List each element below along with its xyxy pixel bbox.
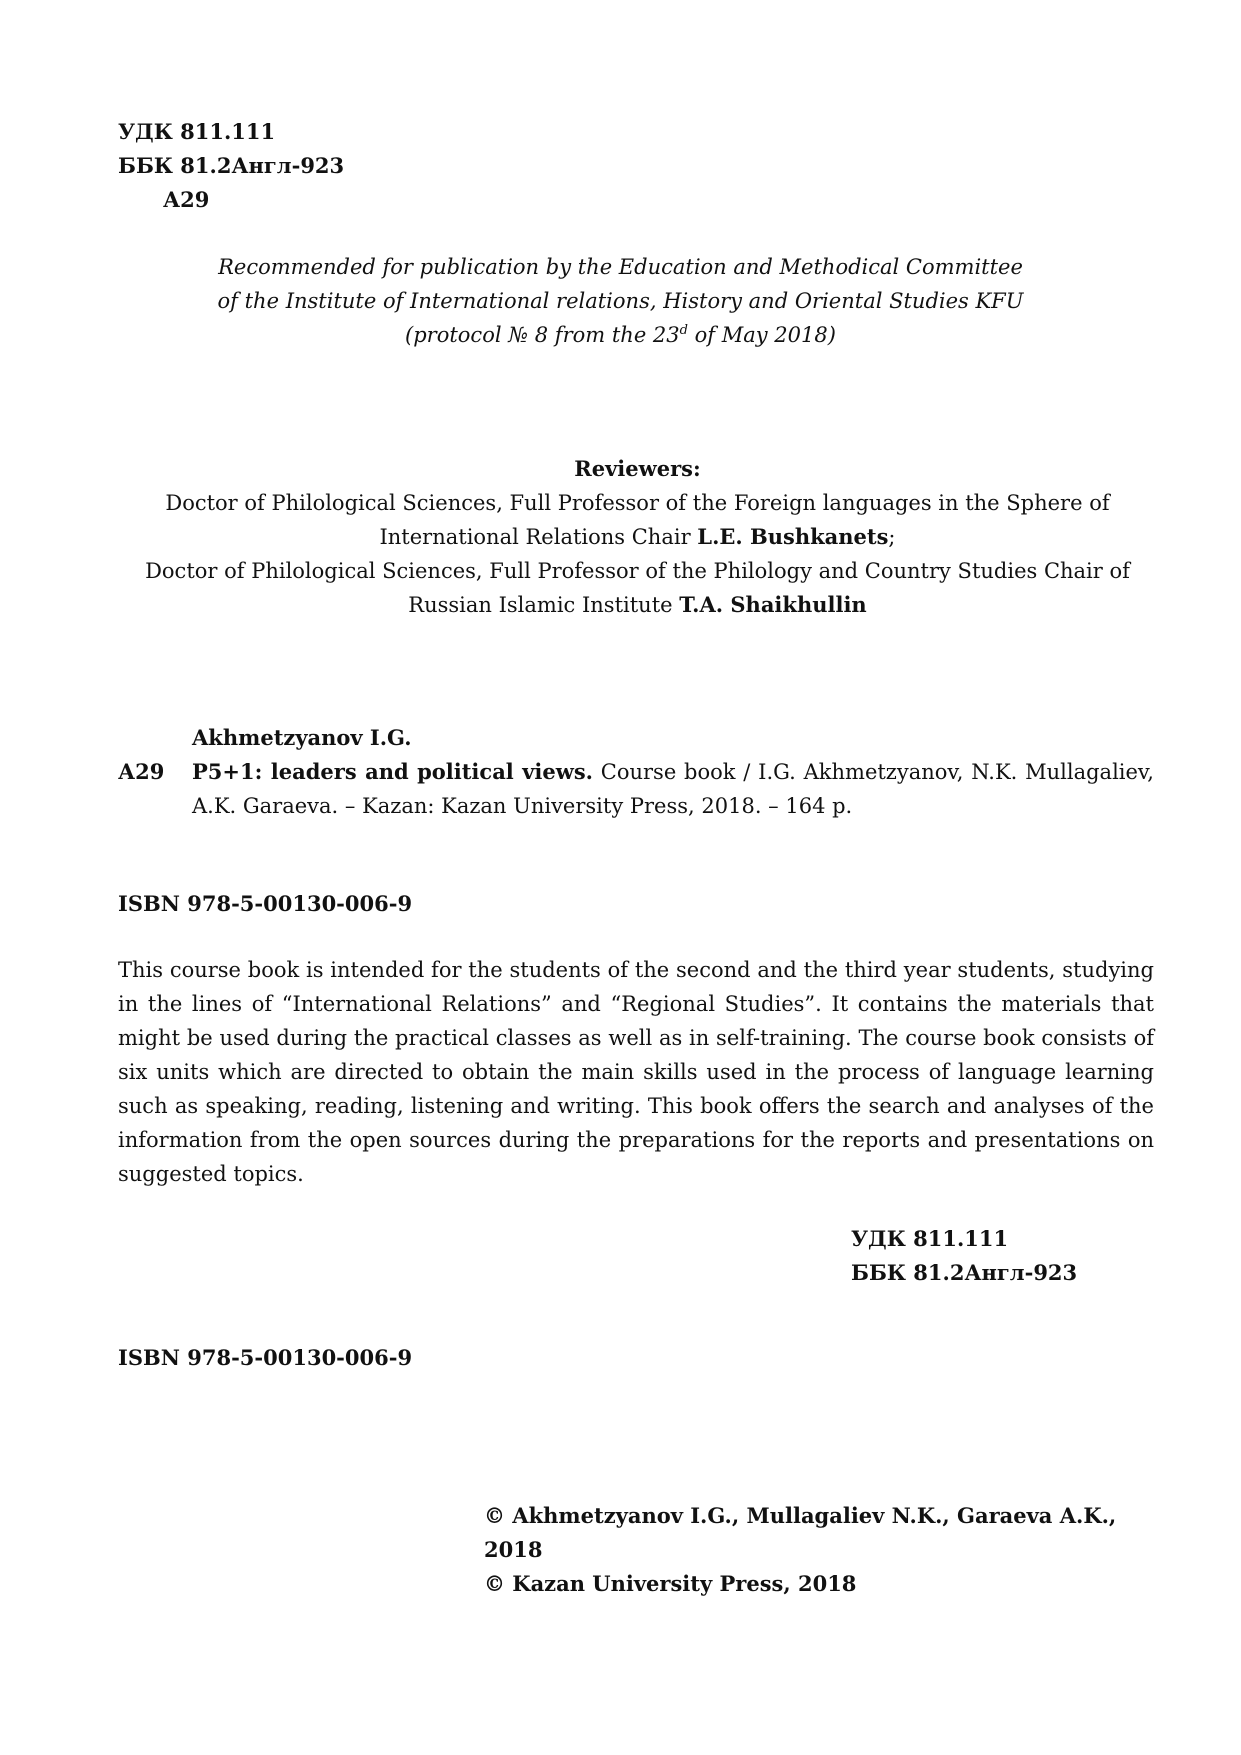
udk-code-bottom: УДК 811.111 [851,1226,1009,1251]
abstract-paragraph: This course book is intended for the students of the second and the third year students, studying in the lines of “International Relations” and “Regional Studies”. It contains the materials that might be used during the practical classes as well as in self-training. The course book consists of six units which are directed to obtain the main skills used in the process of language learning such as speaking, reading, listening and writing. This book offers the search and analyses of the information from the open sources during the preparations for the reports and presentations on suggested topics. [118,958,1154,1186]
recommendation-line-3 [120,318,1121,352]
bbk-code-bottom: ББК 81.2Англ-923 [851,1260,1078,1285]
copyright-block [484,1499,1164,1601]
author-mark: А29 [163,187,210,212]
recommendation-line-2: of the Institute of International relations, History and Oriental Studies KFU [217,289,1024,313]
reviewer-1-affiliation: International Relations Chair [379,525,698,549]
isbn-bottom: ISBN 978-5-00130-006-9 [118,1345,413,1370]
reviewer-1-line-1: Doctor of Philological Sciences, Full Professor of the Foreign languages in the Sphere of [165,491,1110,515]
reviewer-2-affiliation: Russian Islamic Institute [408,593,680,617]
udk-code: УДК 811.111 [118,119,276,144]
reviewer-1-name: L.E. Bushkanets [697,524,889,549]
protocol-date: of May 2018) [687,323,836,347]
reviewers-section [120,452,1155,622]
bibliographic-record [118,721,1154,823]
reviewers-heading: Reviewers: [574,456,701,481]
ordinal-suffix: d [679,323,688,338]
classification-codes-top [118,115,518,217]
publication-recommendation [120,250,1121,352]
bbk-code: ББК 81.2Англ-923 [118,153,345,178]
reviewer-2-line-1: Doctor of Philological Sciences, Full Professor of the Philology and Country Studies Chair of [145,559,1130,583]
bib-author: Akhmetzyanov I.G. [192,725,412,750]
bib-code: А29 [118,759,165,784]
bib-title: P5+1: leaders and political views. [192,759,593,784]
copyright-authors: © Akhmetzyanov I.G., Mullagaliev N.K., Garaeva A.K., 2018 [484,1503,1117,1562]
reviewer-1-line-2 [120,520,1155,554]
classification-codes-bottom [851,1222,1151,1290]
recommendation-line-1: Recommended for publication by the Education and Methodical Committee [218,255,1023,279]
isbn-top: ISBN 978-5-00130-006-9 [118,891,413,916]
reviewer-2-line-2 [120,588,1155,622]
bib-entry [192,755,1154,823]
bib-description: Course book / I.G. Akhmetzyanov, N.K. Mullagaliev, A.K. Garaeva. – Kazan: Kazan University Press, 2018. – 164 p. [192,760,1154,818]
copyright-publisher: © Kazan University Press, 2018 [484,1571,857,1596]
reviewer-1-suffix: ; [888,525,896,549]
protocol-text: (protocol № 8 from the 23 [405,323,680,347]
reviewer-2-name: T.A. Shaikhullin [679,592,867,617]
